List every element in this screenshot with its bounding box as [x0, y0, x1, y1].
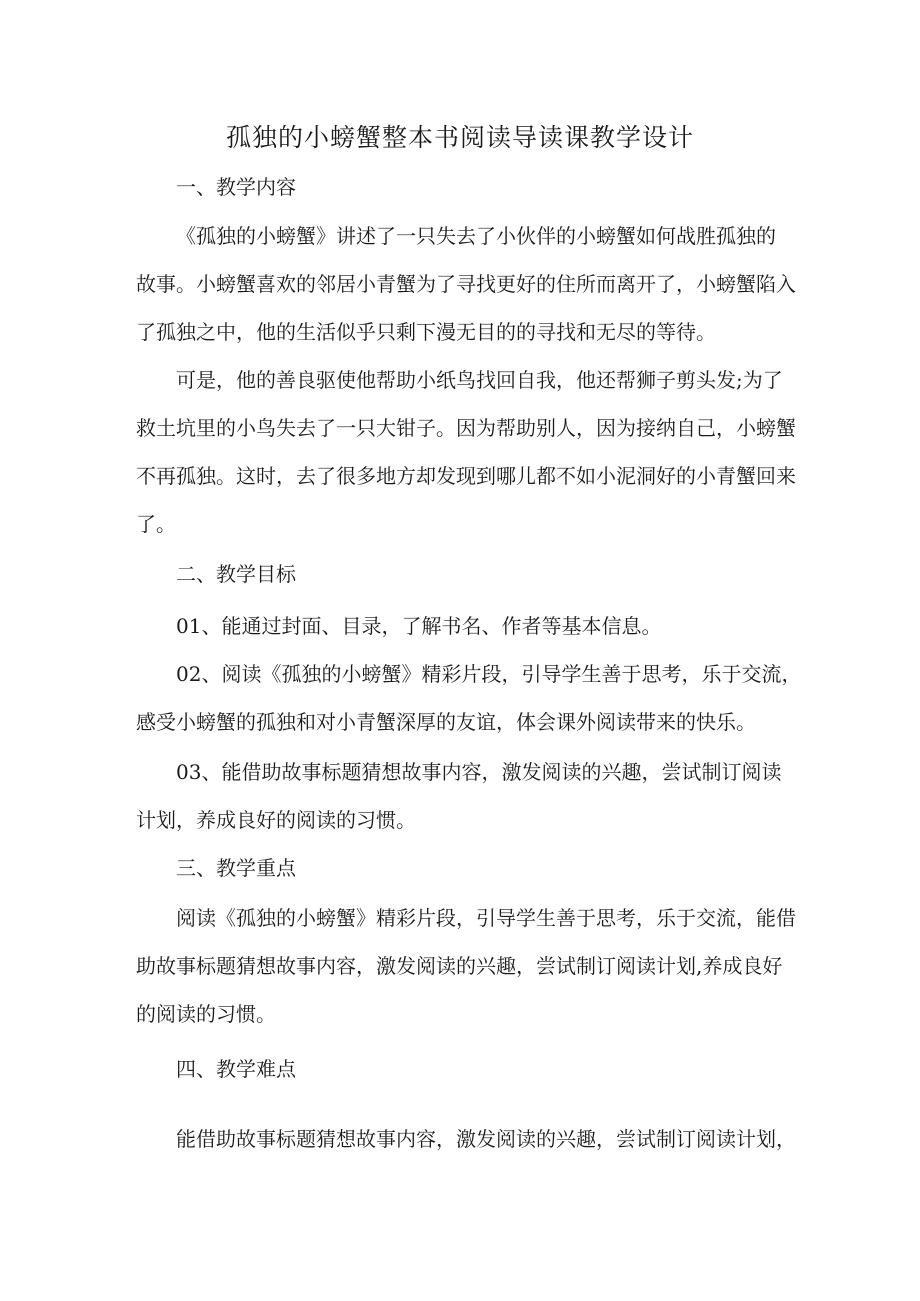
- paragraph-line: 了孤独之中，他的生活似乎只剩下漫无目的的寻找和无尽的等待。: [136, 320, 716, 344]
- goal-line: 03、能借助故事标题猜想故事内容，激发阅读的兴趣，尝试制订阅读: [176, 760, 782, 784]
- paragraph-line: 能借助故事标题猜想故事内容，激发阅读的兴趣，尝试制订阅读计划，: [176, 1127, 796, 1151]
- goal-line: 02、阅读《孤独的小螃蟹》精彩片段，引导学生善于思考，乐于交流，: [176, 662, 802, 686]
- section-heading-content: 一、教学内容: [176, 175, 296, 199]
- paragraph-line: 故事。小螃蟹喜欢的邻居小青蟹为了寻找更好的住所而离开了，小螃蟹陷入: [136, 272, 796, 296]
- goal-line: 计划，养成良好的阅读的习惯。: [136, 808, 416, 832]
- document-title: 孤独的小螃蟹整本书阅读导读课教学设计: [225, 123, 694, 152]
- goal-line: 01、能通过封面、目录，了解书名、作者等基本信息。: [176, 614, 662, 638]
- paragraph-line: 的阅读的习惯。: [136, 1002, 276, 1026]
- section-heading-key-points: 三、教学重点: [176, 856, 296, 880]
- section-heading-difficulties: 四、教学难点: [176, 1057, 296, 1081]
- section-heading-goals: 二、教学目标: [176, 562, 296, 586]
- paragraph-line: 不再孤独。这时，去了很多地方却发现到哪儿都不如小泥洞好的小青蟹回来: [136, 464, 796, 488]
- goal-line: 感受小螃蟹的孤独和对小青蟹深厚的友谊，体会课外阅读带来的快乐。: [136, 710, 756, 734]
- paragraph-line: 助故事标题猜想故事内容，激发阅读的兴趣，尝试制订阅读计划,养成良好: [136, 954, 783, 978]
- paragraph-line: 《孤独的小螃蟹》讲述了一只失去了小伙伴的小螃蟹如何战胜孤独的: [176, 224, 776, 248]
- paragraph-line: 了。: [136, 512, 176, 536]
- paragraph-line: 可是，他的善良驱使他帮助小纸鸟找回自我，他还帮狮子剪头发;为了: [176, 368, 783, 392]
- paragraph-line: 救土坑里的小鸟失去了一只大钳子。因为帮助别人，因为接纳自己，小螃蟹: [136, 416, 796, 440]
- paragraph-line: 阅读《孤独的小螃蟹》精彩片段，引导学生善于思考，乐于交流，能借: [176, 906, 796, 930]
